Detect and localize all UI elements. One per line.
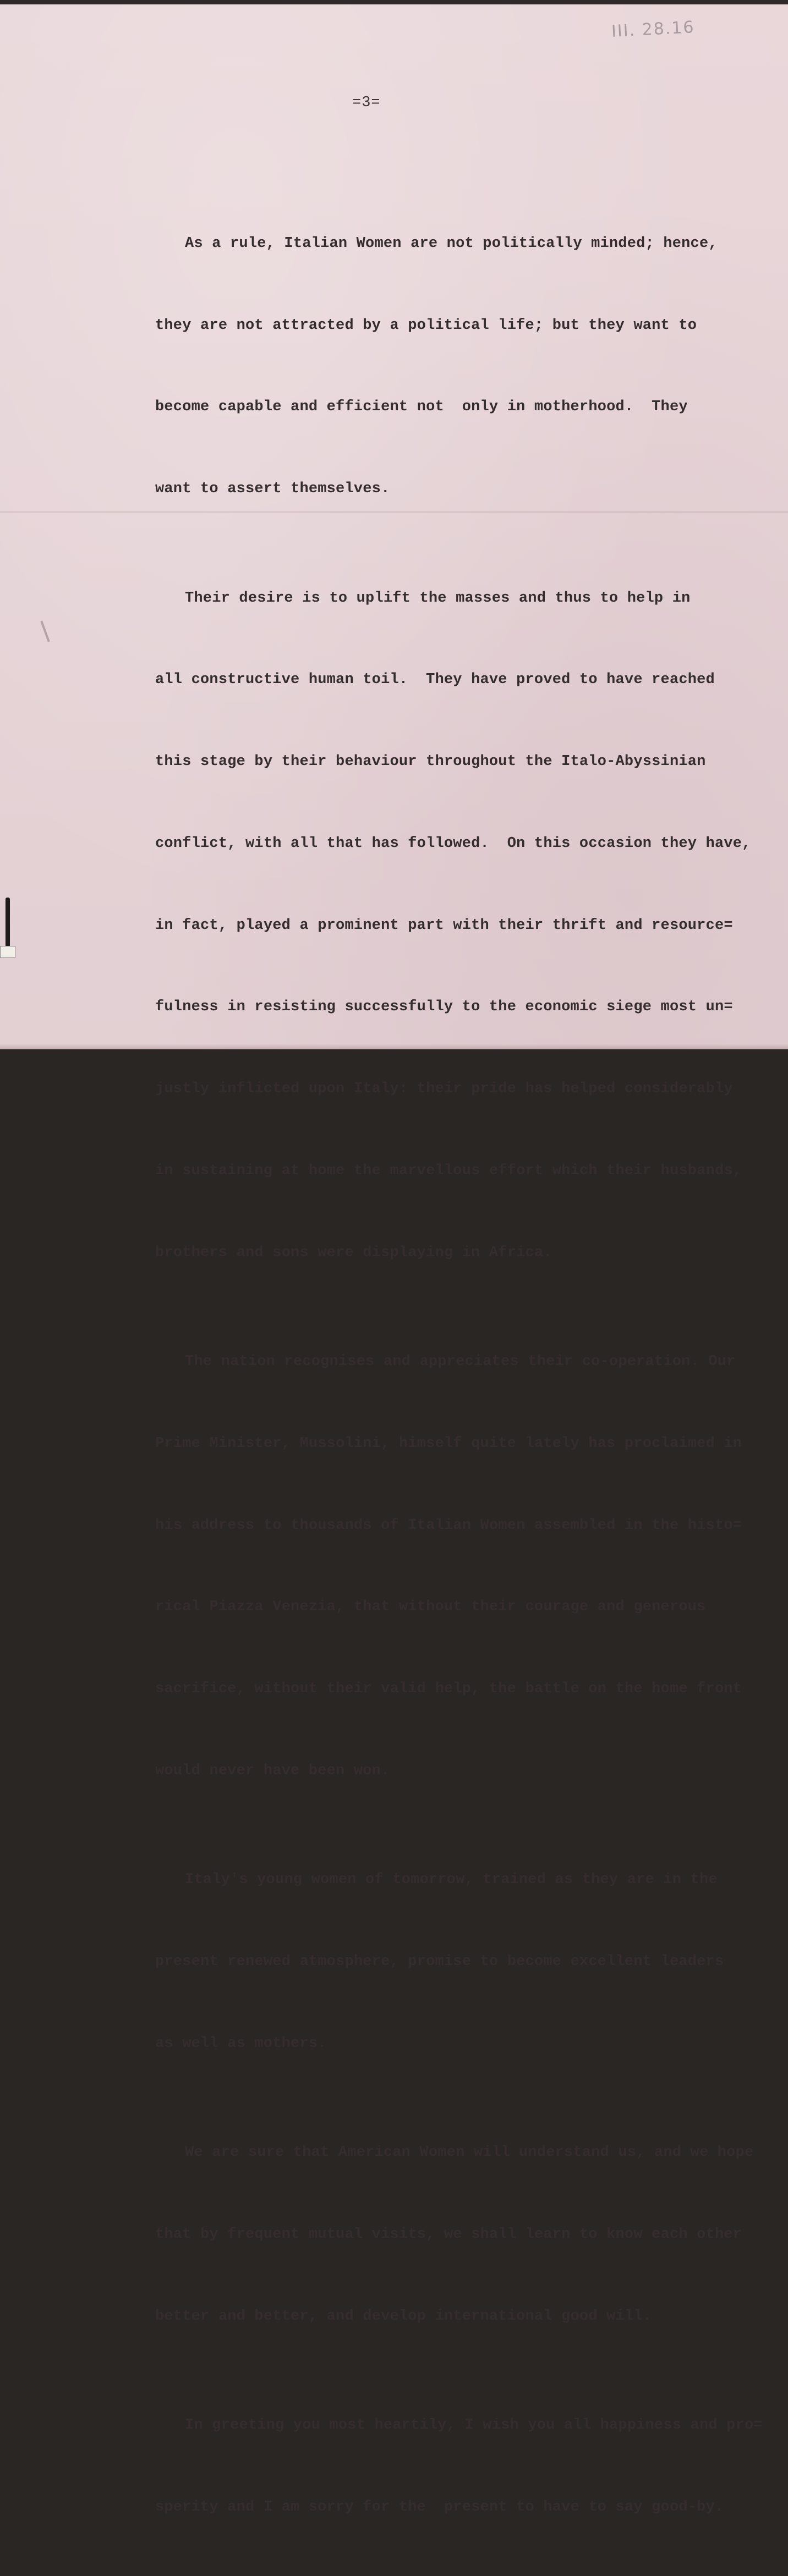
- binder-clip-tab: [0, 946, 15, 958]
- text-line: in fact, played a prominent part with their thrift and resource=: [155, 917, 733, 934]
- text-line: In greeting you most heartily, I wish you all happiness and pro=: [185, 2417, 763, 2434]
- text-line: his address to thousands of Italian Women assembled in the histo=: [155, 1517, 742, 1534]
- letter-body: [155, 148, 782, 2576]
- binder-clip-mark: [0, 898, 15, 964]
- text-line: sperity and I am sorry for the present to have to say good-by.: [155, 2499, 724, 2516]
- text-line: Italy's young women of tomorrow, trained as they are in the: [185, 1872, 718, 1889]
- text-line: Prime Minister, Mussolini, himself quite lately has proclaimed in: [155, 1435, 742, 1452]
- text-line: become capable and efficient not only in motherhood. They: [155, 399, 688, 416]
- text-line: want to assert themselves.: [155, 481, 390, 498]
- text-line: As a rule, Italian Women are not politically minded; hence,: [185, 235, 718, 252]
- scan-top-edge: [0, 0, 788, 4]
- text-line: brothers and sons were displaying in Africa.: [155, 1244, 552, 1261]
- text-line: rical Piazza Venezia, that without their courage and generous: [155, 1599, 706, 1616]
- text-line: conflict, with all that has followed. On this occasion they have,: [155, 835, 751, 852]
- text-line: Their desire is to uplift the masses and thus to help in: [185, 590, 691, 607]
- text-line: in sustaining at home the marvellous effort which their husbands,: [155, 1162, 742, 1179]
- text-line: sacrifice, without their valid help, the battle on the home front: [155, 1681, 742, 1698]
- text-line: The nation recognises and appreciates their co-operation. Our: [185, 1353, 736, 1370]
- binder-clip-shadow: [6, 898, 10, 947]
- scan-bottom-edge: [0, 1044, 788, 1049]
- text-line: this stage by their behaviour throughout the Italo-Abyssinian: [155, 753, 706, 770]
- page-number: =3=: [352, 95, 381, 111]
- paper-mark: [40, 621, 50, 642]
- text-line: fulness in resisting successfully to the economic siege most un=: [155, 999, 733, 1016]
- text-line: better and better, and develop international good will.: [155, 2308, 652, 2325]
- text-line: they are not attracted by a political life; but they want to: [155, 317, 697, 334]
- text-line: all constructive human toil. They have proved to have reached: [155, 671, 715, 689]
- text-line: would never have been won.: [155, 1763, 390, 1780]
- text-line: We are sure that American Women will understand us, and we hope: [185, 2144, 754, 2161]
- text-line: justly inflicted upon Italy: their pride has helped considerably: [155, 1081, 733, 1098]
- text-line: present renewed atmosphere, promise to become excellent leaders: [155, 1953, 724, 1970]
- text-line: as well as mothers.: [155, 2035, 327, 2052]
- text-line: that by frequent mutual visits, we shall learn to know each other: [155, 2226, 742, 2243]
- archive-pencil-mark: III. 28.16: [610, 18, 695, 41]
